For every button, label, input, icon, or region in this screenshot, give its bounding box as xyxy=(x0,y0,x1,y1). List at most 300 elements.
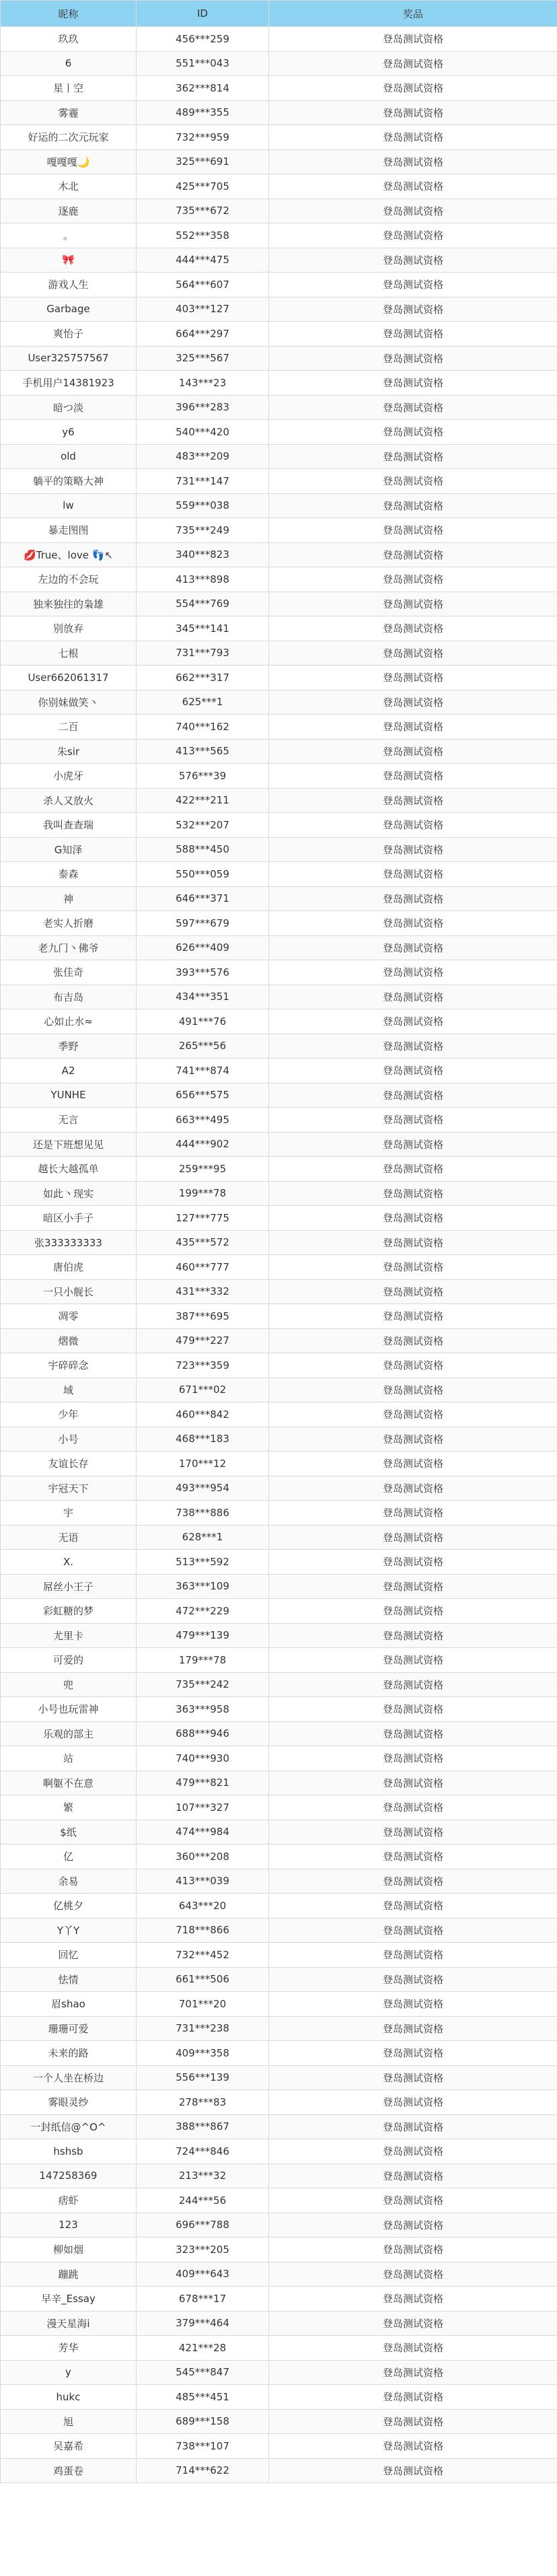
nickname-cell: 二百 xyxy=(1,715,137,740)
id-cell: 696***788 xyxy=(137,2213,269,2238)
id-cell: 738***886 xyxy=(137,1501,269,1526)
table-row xyxy=(1,1845,557,1869)
prize-cell: 登岛测试资格 xyxy=(269,223,557,248)
id-cell: 689***158 xyxy=(137,2409,269,2434)
nickname-cell: 张佳奇 xyxy=(1,960,137,985)
table-row xyxy=(1,1279,557,1304)
id-cell: 740***162 xyxy=(137,715,269,740)
nickname-cell: 域 xyxy=(1,1378,137,1402)
prize-cell: 登岛测试资格 xyxy=(269,764,557,789)
prize-cell: 登岛测试资格 xyxy=(269,395,557,420)
prize-cell: 登岛测试资格 xyxy=(269,1255,557,1280)
table-row xyxy=(1,371,557,396)
table-row xyxy=(1,1427,557,1452)
prize-cell: 登岛测试资格 xyxy=(269,2188,557,2213)
prize-cell: 登岛测试资格 xyxy=(269,1230,557,1255)
prize-cell: 登岛测试资格 xyxy=(269,2139,557,2164)
prize-cell: 登岛测试资格 xyxy=(269,641,557,666)
id-cell: 360***208 xyxy=(137,1845,269,1869)
table-row xyxy=(1,223,557,248)
nickname-cell: 游戏人生 xyxy=(1,273,137,297)
nickname-cell: 手机用户14381923 xyxy=(1,371,137,396)
id-cell: 723***359 xyxy=(137,1353,269,1378)
prize-cell: 登岛测试资格 xyxy=(269,1108,557,1133)
nickname-cell: 🎀 xyxy=(1,248,137,273)
prize-cell: 登岛测试资格 xyxy=(269,1770,557,1795)
table-row xyxy=(1,1378,557,1402)
table-row xyxy=(1,2016,557,2041)
prize-cell: 登岛测试资格 xyxy=(269,2213,557,2238)
table-row xyxy=(1,567,557,592)
id-cell: 643***20 xyxy=(137,1894,269,1919)
table-row xyxy=(1,641,557,666)
prize-cell: 登岛测试资格 xyxy=(269,2385,557,2410)
table-row xyxy=(1,1501,557,1526)
table-body xyxy=(1,27,557,2483)
id-cell: 588***450 xyxy=(137,837,269,862)
id-cell: 444***475 xyxy=(137,248,269,273)
prize-cell: 登岛测试资格 xyxy=(269,935,557,960)
nickname-cell: 张333333333 xyxy=(1,1230,137,1255)
id-cell: 688***946 xyxy=(137,1721,269,1746)
nickname-cell: 宇碎碎念 xyxy=(1,1353,137,1378)
prize-cell: 登岛测试资格 xyxy=(269,2311,557,2336)
nickname-cell: 神 xyxy=(1,886,137,911)
id-cell: 532***207 xyxy=(137,813,269,838)
table-row xyxy=(1,690,557,715)
prize-cell: 登岛测试资格 xyxy=(269,322,557,347)
table-row xyxy=(1,2188,557,2213)
prize-cell: 登岛测试资格 xyxy=(269,1157,557,1182)
id-cell: 491***76 xyxy=(137,1009,269,1034)
id-cell: 413***039 xyxy=(137,1869,269,1894)
nickname-cell: 乐观的部主 xyxy=(1,1721,137,1746)
nickname-cell: X. xyxy=(1,1550,137,1575)
prize-cell: 登岛测试资格 xyxy=(269,2458,557,2483)
id-cell: 661***506 xyxy=(137,1967,269,1992)
id-cell: 656***575 xyxy=(137,1083,269,1108)
table-row xyxy=(1,248,557,273)
prize-cell: 登岛测试资格 xyxy=(269,1894,557,1919)
prize-cell: 登岛测试资格 xyxy=(269,297,557,322)
table-row xyxy=(1,2336,557,2361)
id-cell: 325***567 xyxy=(137,346,269,371)
id-cell: 731***793 xyxy=(137,641,269,666)
table-row xyxy=(1,2041,557,2066)
table-row xyxy=(1,1697,557,1722)
prize-cell: 登岛测试资格 xyxy=(269,420,557,445)
nickname-cell: 友谊长存 xyxy=(1,1452,137,1476)
prize-cell: 登岛测试资格 xyxy=(269,493,557,518)
table-row xyxy=(1,1992,557,2017)
header-prize: 奖品 xyxy=(269,1,557,27)
id-cell: 479***139 xyxy=(137,1623,269,1648)
id-cell: 545***847 xyxy=(137,2360,269,2385)
nickname-cell: 雾霾 xyxy=(1,100,137,125)
table-row xyxy=(1,1108,557,1133)
table-row xyxy=(1,518,557,543)
nickname-cell: 柳如烟 xyxy=(1,2238,137,2262)
table-row xyxy=(1,1623,557,1648)
nickname-cell: 我叫查查瑞 xyxy=(1,813,137,838)
id-cell: 435***572 xyxy=(137,1230,269,1255)
id-cell: 363***958 xyxy=(137,1697,269,1722)
table-row xyxy=(1,174,557,199)
prize-cell: 登岛测试资格 xyxy=(269,1721,557,1746)
id-cell: 663***495 xyxy=(137,1108,269,1133)
nickname-cell: 暗区小手子 xyxy=(1,1206,137,1231)
nickname-cell: lw xyxy=(1,493,137,518)
table-row xyxy=(1,1943,557,1968)
prize-cell: 登岛测试资格 xyxy=(269,371,557,396)
table-row xyxy=(1,1918,557,1943)
nickname-cell: 鸡蛋卷 xyxy=(1,2458,137,2483)
table-row xyxy=(1,2360,557,2385)
nickname-cell: Y丫Y xyxy=(1,1918,137,1943)
prize-cell: 登岛测试资格 xyxy=(269,1574,557,1599)
table-row xyxy=(1,1157,557,1182)
prize-cell: 登岛测试资格 xyxy=(269,125,557,150)
prize-cell: 登岛测试资格 xyxy=(269,960,557,985)
table-row xyxy=(1,2238,557,2262)
id-cell: 363***109 xyxy=(137,1574,269,1599)
prize-cell: 登岛测试资格 xyxy=(269,2090,557,2115)
id-cell: 479***227 xyxy=(137,1328,269,1353)
nickname-cell: 宇冠天下 xyxy=(1,1476,137,1501)
prize-cell: 登岛测试资格 xyxy=(269,2041,557,2066)
prize-cell: 登岛测试资格 xyxy=(269,1869,557,1894)
id-cell: 409***358 xyxy=(137,2041,269,2066)
table-row xyxy=(1,1034,557,1059)
nickname-cell: 玖玖 xyxy=(1,27,137,52)
table-row xyxy=(1,444,557,469)
id-cell: 732***452 xyxy=(137,1943,269,1968)
table-row xyxy=(1,764,557,789)
table-row xyxy=(1,1181,557,1206)
table-row xyxy=(1,1452,557,1476)
table-row xyxy=(1,837,557,862)
nickname-cell: hukc xyxy=(1,2385,137,2410)
table-row xyxy=(1,960,557,985)
nickname-cell: 蹦跳 xyxy=(1,2262,137,2287)
nickname-cell: YUNHE xyxy=(1,1083,137,1108)
id-cell: 456***259 xyxy=(137,27,269,52)
prize-cell: 登岛测试资格 xyxy=(269,1476,557,1501)
table-row xyxy=(1,1009,557,1034)
nickname-cell: 怯情 xyxy=(1,1967,137,1992)
prize-cell: 登岛测试资格 xyxy=(269,1034,557,1059)
id-cell: 387***695 xyxy=(137,1304,269,1329)
id-cell: 714***622 xyxy=(137,2458,269,2483)
prize-cell: 登岛测试资格 xyxy=(269,1525,557,1550)
table-row xyxy=(1,2065,557,2090)
nickname-cell: 宇 xyxy=(1,1501,137,1526)
table-row xyxy=(1,1746,557,1771)
prize-cell: 登岛测试资格 xyxy=(269,1623,557,1648)
table-row xyxy=(1,2409,557,2434)
nickname-cell: 漫天星海i xyxy=(1,2311,137,2336)
table-row xyxy=(1,1574,557,1599)
nickname-cell: 6 xyxy=(1,51,137,76)
prize-cell: 登岛测试资格 xyxy=(269,1672,557,1697)
table-row xyxy=(1,493,557,518)
id-cell: 265***56 xyxy=(137,1034,269,1059)
table-row xyxy=(1,199,557,223)
nickname-cell: 你别妹做笑丶 xyxy=(1,690,137,715)
nickname-cell: 逐鹿 xyxy=(1,199,137,223)
nickname-cell: 余易 xyxy=(1,1869,137,1894)
table-row xyxy=(1,1648,557,1673)
id-cell: 460***842 xyxy=(137,1402,269,1427)
table-row xyxy=(1,125,557,150)
prize-cell: 登岛测试资格 xyxy=(269,100,557,125)
prize-cell: 登岛测试资格 xyxy=(269,1795,557,1820)
prize-cell: 登岛测试资格 xyxy=(269,2262,557,2287)
nickname-cell: 左边的不会玩 xyxy=(1,567,137,592)
nickname-cell: G知泽 xyxy=(1,837,137,862)
table-row xyxy=(1,862,557,887)
nickname-cell: 暴走图图 xyxy=(1,518,137,543)
table-row xyxy=(1,1476,557,1501)
table-row xyxy=(1,100,557,125)
id-cell: 735***242 xyxy=(137,1672,269,1697)
prize-cell: 登岛测试资格 xyxy=(269,1304,557,1329)
prize-cell: 登岛测试资格 xyxy=(269,788,557,813)
id-cell: 278***83 xyxy=(137,2090,269,2115)
nickname-cell: 唐伯虎 xyxy=(1,1255,137,1280)
prize-cell: 登岛测试资格 xyxy=(269,1206,557,1231)
prize-cell: 登岛测试资格 xyxy=(269,1402,557,1427)
table-row xyxy=(1,616,557,641)
nickname-cell: 芳华 xyxy=(1,2336,137,2361)
prize-cell: 登岛测试资格 xyxy=(269,715,557,740)
table-row xyxy=(1,911,557,936)
table-row xyxy=(1,1869,557,1894)
nickname-cell: 少年 xyxy=(1,1402,137,1427)
id-cell: 474***984 xyxy=(137,1820,269,1845)
id-cell: 662***317 xyxy=(137,666,269,690)
id-cell: 597***679 xyxy=(137,911,269,936)
prize-cell: 登岛测试资格 xyxy=(269,2016,557,2041)
prize-cell: 登岛测试资格 xyxy=(269,1452,557,1476)
nickname-cell: 一封纸信@^O^ xyxy=(1,2114,137,2139)
id-cell: 738***107 xyxy=(137,2434,269,2459)
nickname-cell: 痞虾 xyxy=(1,2188,137,2213)
table-row xyxy=(1,1550,557,1575)
table-row xyxy=(1,395,557,420)
prize-cell: 登岛测试资格 xyxy=(269,1427,557,1452)
table-row xyxy=(1,1230,557,1255)
nickname-cell: 彩虹糖的梦 xyxy=(1,1599,137,1624)
prize-cell: 登岛测试资格 xyxy=(269,690,557,715)
id-cell: 199***78 xyxy=(137,1181,269,1206)
nickname-cell: 兜 xyxy=(1,1672,137,1697)
prize-cell: 登岛测试资格 xyxy=(269,2434,557,2459)
id-cell: 559***038 xyxy=(137,493,269,518)
table-header-row xyxy=(1,1,557,27)
id-cell: 718***866 xyxy=(137,1918,269,1943)
prize-cell: 登岛测试资格 xyxy=(269,1943,557,1968)
id-cell: 460***777 xyxy=(137,1255,269,1280)
nickname-cell: 亿 xyxy=(1,1845,137,1869)
id-cell: 550***059 xyxy=(137,862,269,887)
id-cell: 403***127 xyxy=(137,297,269,322)
prize-cell: 登岛测试资格 xyxy=(269,1648,557,1673)
prize-cell: 登岛测试资格 xyxy=(269,2360,557,2385)
table-row xyxy=(1,2090,557,2115)
nickname-cell: 一个人坐在桥边 xyxy=(1,2065,137,2090)
prize-cell: 登岛测试资格 xyxy=(269,1918,557,1943)
prize-cell: 登岛测试资格 xyxy=(269,862,557,887)
id-cell: 483***209 xyxy=(137,444,269,469)
table-row xyxy=(1,420,557,445)
nickname-cell: 嘎嘎嘎🌙 xyxy=(1,149,137,174)
id-cell: 479***821 xyxy=(137,1770,269,1795)
id-cell: 625***1 xyxy=(137,690,269,715)
id-cell: 409***643 xyxy=(137,2262,269,2287)
id-cell: 396***283 xyxy=(137,395,269,420)
prize-cell: 登岛测试资格 xyxy=(269,2287,557,2312)
table-row xyxy=(1,1083,557,1108)
nickname-cell: 回忆 xyxy=(1,1943,137,1968)
prize-cell: 登岛测试资格 xyxy=(269,2114,557,2139)
table-row xyxy=(1,1599,557,1624)
id-cell: 552***358 xyxy=(137,223,269,248)
nickname-cell: 眉shao xyxy=(1,1992,137,2017)
prize-cell: 登岛测试资格 xyxy=(269,1992,557,2017)
prize-cell: 登岛测试资格 xyxy=(269,1501,557,1526)
nickname-cell: 。 xyxy=(1,223,137,248)
nickname-cell: 七根 xyxy=(1,641,137,666)
prize-cell: 登岛测试资格 xyxy=(269,2336,557,2361)
id-cell: 340***823 xyxy=(137,542,269,567)
id-cell: 540***420 xyxy=(137,420,269,445)
table-row xyxy=(1,27,557,52)
table-row xyxy=(1,1525,557,1550)
nickname-cell: 木北 xyxy=(1,174,137,199)
id-cell: 444***902 xyxy=(137,1132,269,1157)
nickname-cell: 布吉岛 xyxy=(1,985,137,1009)
table-row xyxy=(1,2458,557,2483)
table-row xyxy=(1,76,557,101)
id-cell: 489***355 xyxy=(137,100,269,125)
nickname-cell: 越长大越孤单 xyxy=(1,1157,137,1182)
id-cell: 513***592 xyxy=(137,1550,269,1575)
prize-cell: 登岛测试资格 xyxy=(269,248,557,273)
prize-cell: 登岛测试资格 xyxy=(269,911,557,936)
nickname-cell: 屌丝小王子 xyxy=(1,1574,137,1599)
table-row xyxy=(1,1304,557,1329)
id-cell: 127***775 xyxy=(137,1206,269,1231)
id-cell: 244***56 xyxy=(137,2188,269,2213)
id-cell: 741***874 xyxy=(137,1059,269,1083)
id-cell: 422***211 xyxy=(137,788,269,813)
nickname-cell: 吴嘉希 xyxy=(1,2434,137,2459)
id-cell: 551***043 xyxy=(137,51,269,76)
table-row xyxy=(1,1672,557,1697)
nickname-cell: 小虎牙 xyxy=(1,764,137,789)
id-cell: 425***705 xyxy=(137,174,269,199)
table-row xyxy=(1,788,557,813)
table-row xyxy=(1,51,557,76)
nickname-cell: User662061317 xyxy=(1,666,137,690)
prize-cell: 登岛测试资格 xyxy=(269,2238,557,2262)
prize-cell: 登岛测试资格 xyxy=(269,1328,557,1353)
id-cell: 671***02 xyxy=(137,1378,269,1402)
table-row xyxy=(1,715,557,740)
prize-cell: 登岛测试资格 xyxy=(269,542,557,567)
nickname-cell: 147258369 xyxy=(1,2163,137,2188)
prize-cell: 登岛测试资格 xyxy=(269,51,557,76)
nickname-cell: User325757567 xyxy=(1,346,137,371)
table-row xyxy=(1,886,557,911)
table-row xyxy=(1,1206,557,1231)
nickname-cell: 暗つ淡 xyxy=(1,395,137,420)
prize-cell: 登岛测试资格 xyxy=(269,2163,557,2188)
nickname-cell: 💋True、love 👣↖ xyxy=(1,542,137,567)
nickname-cell: 星丨空 xyxy=(1,76,137,101)
nickname-cell: 啊躯不在意 xyxy=(1,1770,137,1795)
nickname-cell: 旭 xyxy=(1,2409,137,2434)
nickname-cell: 早辛_Essay xyxy=(1,2287,137,2312)
prize-cell: 登岛测试资格 xyxy=(269,1378,557,1402)
table-row xyxy=(1,1255,557,1280)
prize-cell: 登岛测试资格 xyxy=(269,2065,557,2090)
id-cell: 626***409 xyxy=(137,935,269,960)
prize-cell: 登岛测试资格 xyxy=(269,469,557,494)
nickname-cell: 亿桃夕 xyxy=(1,1894,137,1919)
prize-cell: 登岛测试资格 xyxy=(269,27,557,52)
prize-cell: 登岛测试资格 xyxy=(269,886,557,911)
nickname-cell: 熠微 xyxy=(1,1328,137,1353)
table-row xyxy=(1,1353,557,1378)
id-cell: 724***846 xyxy=(137,2139,269,2164)
id-cell: 388***867 xyxy=(137,2114,269,2139)
id-cell: 493***954 xyxy=(137,1476,269,1501)
table-row xyxy=(1,542,557,567)
prize-cell: 登岛测试资格 xyxy=(269,1132,557,1157)
table-row xyxy=(1,739,557,764)
prize-cell: 登岛测试资格 xyxy=(269,1009,557,1034)
id-cell: 628***1 xyxy=(137,1525,269,1550)
nickname-cell: 繁 xyxy=(1,1795,137,1820)
id-cell: 554***769 xyxy=(137,592,269,616)
id-cell: 323***205 xyxy=(137,2238,269,2262)
nickname-cell: Garbage xyxy=(1,297,137,322)
nickname-cell: 心如止水≈ xyxy=(1,1009,137,1034)
nickname-cell: A2 xyxy=(1,1059,137,1083)
nickname-cell: 雾眼灵纱 xyxy=(1,2090,137,2115)
nickname-cell: 无言 xyxy=(1,1108,137,1133)
id-cell: 646***371 xyxy=(137,886,269,911)
table-row xyxy=(1,1402,557,1427)
table-row xyxy=(1,2139,557,2164)
nickname-cell: 爽怡子 xyxy=(1,322,137,347)
prize-cell: 登岛测试资格 xyxy=(269,1599,557,1624)
table-row xyxy=(1,1795,557,1820)
nickname-cell: 凋零 xyxy=(1,1304,137,1329)
table-row xyxy=(1,1770,557,1795)
table-row xyxy=(1,2434,557,2459)
nickname-cell: 珊珊可爱 xyxy=(1,2016,137,2041)
table-row xyxy=(1,2311,557,2336)
prize-cell: 登岛测试资格 xyxy=(269,1550,557,1575)
table-row xyxy=(1,1132,557,1157)
id-cell: 564***607 xyxy=(137,273,269,297)
table-row xyxy=(1,1721,557,1746)
id-cell: 678***17 xyxy=(137,2287,269,2312)
table-row xyxy=(1,1820,557,1845)
